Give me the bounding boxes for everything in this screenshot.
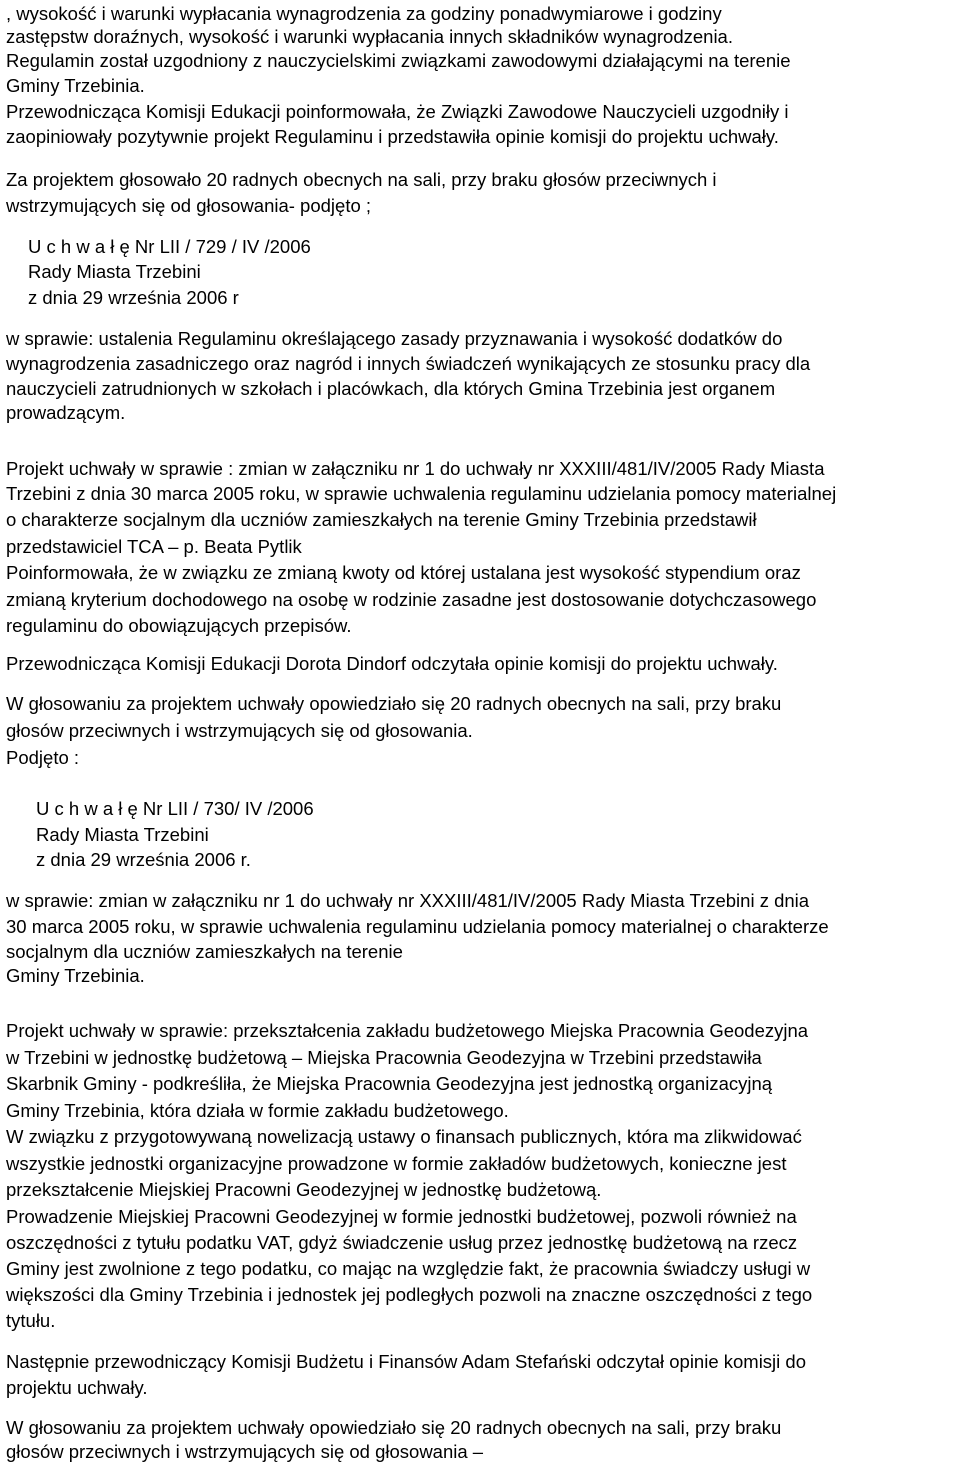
text-line: Gminy Trzebinia, która działa w formie zakładu budżetowego. — [6, 1100, 509, 1121]
text-line: Podjęto : — [6, 747, 80, 768]
text-line: Przewodnicząca Komisji Edukacji poinformowała, że Związki Zawodowe Nauczycieli uzgodniły i — [6, 101, 789, 122]
text-line: Następnie przewodniczący Komisji Budżetu i Finansów Adam Stefański odczytał opinie komisji do — [6, 1351, 806, 1372]
text-line: wynagrodzenia zasadniczego oraz nagród i innych świadczeń wynikających ze stosunku pracy dla — [6, 353, 811, 374]
text-line: Gminy Trzebinia. — [6, 75, 145, 96]
text-line: w sprawie: ustalenia Regulaminu określającego zasady przyznawania i wysokość dodatków do — [6, 328, 783, 349]
text-line: , wysokość i warunki wypłacania wynagrodzenia za godziny ponadwymiarowe i godziny — [6, 3, 722, 24]
resolution-date: z dnia 29 września 2006 r. — [36, 849, 251, 870]
text-line: zastępstw doraźnych, wysokość i warunki wypłacania innych składników wynagrodzenia. — [6, 26, 733, 47]
text-line: 30 marca 2005 roku, w sprawie uchwalenia regulaminu udzielania pomocy materialnej o charakterze — [6, 916, 829, 937]
text-line: Gminy jest zwolnione z tego podatku, co mając na względzie fakt, że pracownia świadczy usługi w — [6, 1258, 811, 1279]
text-line: socjalnym dla uczniów zamieszkałych na terenie — [6, 941, 403, 962]
text-line: Prowadzenie Miejskiej Pracowni Geodezyjnej w formie jednostki budżetowej, pozwoli również na — [6, 1206, 797, 1227]
text-line: Przewodnicząca Komisji Edukacji Dorota Dindorf odczytała opinie komisji do projektu uchwały. — [6, 653, 778, 674]
text-line: w sprawie: zmian w załączniku nr 1 do uchwały nr XXXIII/481/IV/2005 Rady Miasta Trzebini z dnia — [6, 890, 810, 911]
text-line: Skarbnik Gminy - podkreśliła, że Miejska Pracownia Geodezyjna jest jednostką organizacyjną — [6, 1073, 773, 1094]
resolution-issuer: Rady Miasta Trzebini — [28, 261, 201, 282]
resolution-title: U c h w a ł ę Nr LII / 730/ IV /2006 — [36, 798, 314, 819]
text-line: Gminy Trzebinia. — [6, 965, 145, 986]
text-line: zaopiniowały pozytywnie projekt Regulaminu i przedstawiła opinie komisji do projektu uchwały. — [6, 126, 779, 147]
text-line: przedstawiciel TCA – p. Beata Pytlik — [6, 536, 302, 557]
text-line: o charakterze socjalnym dla uczniów zamieszkałych na terenie Gminy Trzebinia przedstawił — [6, 509, 757, 530]
text-line: większości dla Gminy Trzebinia i jednostek jej podległych pozwoli na znaczne oszczędności z tego — [6, 1284, 813, 1305]
text-line: wszystkie jednostki organizacyjne prowadzone w formie zakładów budżetowych, konieczne jest — [6, 1153, 787, 1174]
resolution-issuer: Rady Miasta Trzebini — [36, 824, 209, 845]
resolution-title: U c h w a ł ę Nr LII / 729 / IV /2006 — [28, 236, 311, 257]
text-line: głosów przeciwnych i wstrzymujących się od głosowania. — [6, 720, 473, 741]
text-line: W związku z przygotowywaną nowelizacją ustawy o finansach publicznych, która ma zlikwidować — [6, 1126, 802, 1147]
text-line: regulaminu do obowiązujących przepisów. — [6, 615, 352, 636]
text-line: Regulamin został uzgodniony z nauczycielskimi związkami zawodowymi działającymi na terenie — [6, 50, 791, 71]
text-line: Projekt uchwały w sprawie: przekształcenia zakładu budżetowego Miejska Pracownia Geodezyjna — [6, 1020, 809, 1041]
text-line: W głosowaniu za projektem uchwały opowiedziało się 20 radnych obecnych na sali, przy braku — [6, 693, 782, 714]
text-line: przekształcenie Miejskiej Pracowni Geodezyjnej w jednostkę budżetową. — [6, 1179, 602, 1200]
text-line: zmianą kryterium dochodowego na osobę w rodzinie zasadne jest dostosowanie dotychczasowego — [6, 589, 817, 610]
resolution-date: z dnia 29 września 2006 r — [28, 287, 239, 308]
text-line: oszczędności z tytułu podatku VAT, gdyż świadczenie usług przez jednostkę budżetową na rzecz — [6, 1232, 798, 1253]
text-line: projektu uchwały. — [6, 1377, 148, 1398]
text-line: W głosowaniu za projektem uchwały opowiedziało się 20 radnych obecnych na sali, przy braku — [6, 1417, 782, 1438]
text-line: prowadzącym. — [6, 402, 126, 423]
text-line: Za projektem głosowało 20 radnych obecnych na sali, przy braku głosów przeciwnych i — [6, 169, 717, 190]
text-line: Projekt uchwały w sprawie : zmian w załączniku nr 1 do uchwały nr XXXIII/481/IV/2005 Rady Miasta — [6, 458, 825, 479]
text-line: głosów przeciwnych i wstrzymujących się od głosowania – — [6, 1441, 484, 1462]
text-line: Poinformowała, że w związku ze zmianą kwoty od której ustalana jest wysokość stypendium oraz — [6, 562, 801, 583]
text-line: tytułu. — [6, 1310, 56, 1331]
text-line: nauczycieli zatrudnionych w szkołach i placówkach, dla których Gmina Trzebinia jest organem — [6, 378, 776, 399]
text-line: Trzebini z dnia 30 marca 2005 roku, w sprawie uchwalenia regulaminu udzielania pomocy materialnej — [6, 483, 837, 504]
text-line: wstrzymujących się od głosowania- podjęto ; — [6, 195, 372, 216]
text-line: w Trzebini w jednostkę budżetową – Miejska Pracownia Geodezyjna w Trzebini przedstawiła — [6, 1047, 762, 1068]
